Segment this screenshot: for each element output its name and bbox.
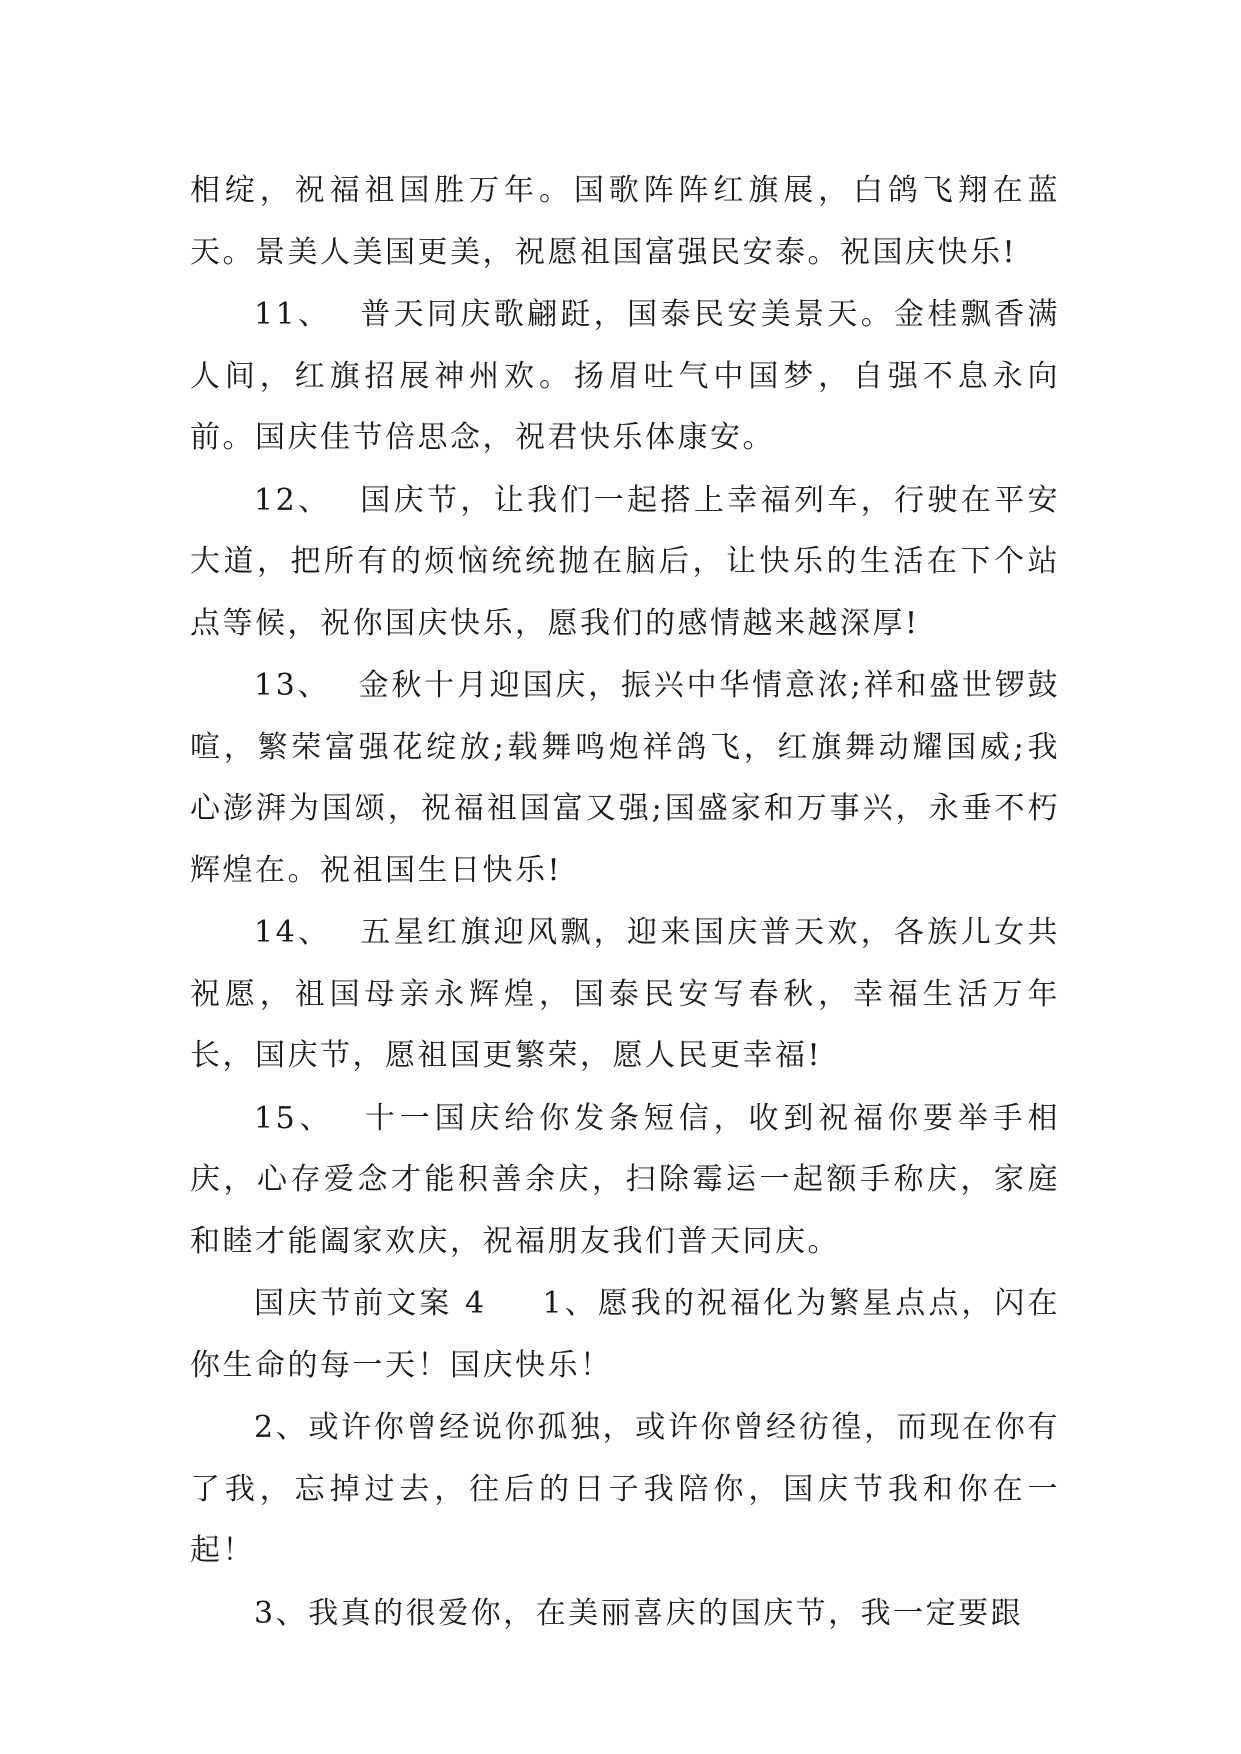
- paragraph-item-15: [190, 1088, 1060, 1273]
- paragraph-continuation: [190, 160, 1060, 283]
- paragraph-section-heading: [190, 1273, 1060, 1396]
- document-body: [190, 160, 1060, 1644]
- paragraph-text: 普天同庆歌翩跹，国泰民安美景天。金桂飘香满人间，红旗招展神州欢。扬眉吐气中国梦，自强不息永向前。国庆佳节倍思念，祝君快乐体康安。: [190, 297, 1060, 455]
- paragraph-item-3: [190, 1583, 1060, 1645]
- paragraph-text: 国庆节，让我们一起搭上幸福列车，行驶在平安大道，把所有的烦恼统统抛在脑后，让快乐的生活在下个站点等候，祝你国庆快乐，愿我们的感情越来越深厚!: [190, 482, 1060, 641]
- section-heading: 国庆节前文案 4: [254, 1286, 487, 1321]
- item-number: 13、: [254, 668, 331, 703]
- paragraph-item-14: [190, 902, 1060, 1087]
- paragraph-text: 五星红旗迎风飘，迎来国庆普天欢，各族儿女共祝愿，祖国母亲永辉煌，国泰民安写春秋，幸福生活万年长，国庆节，愿祖国更繁荣，愿人民更幸福!: [190, 915, 1060, 1073]
- paragraph-item-11: [190, 284, 1060, 469]
- paragraph-item-13: [190, 655, 1060, 901]
- item-number: 11、: [254, 297, 332, 332]
- item-number: 12、: [254, 482, 332, 518]
- item-number: 15、: [254, 1100, 335, 1136]
- item-number: 14、: [254, 915, 332, 950]
- paragraph-text: 相绽，祝福祖国胜万年。国歌阵阵红旗展，白鸽飞翔在蓝天。景美人美国更美，祝愿祖国富强民安泰。祝国庆快乐!: [190, 173, 1060, 270]
- paragraph-text: 2、或许你曾经说你孤独，或许你曾经彷徨，而现在你有了我，忘掉过去，往后的日子我陪你，国庆节我和你在一起！: [190, 1410, 1060, 1568]
- paragraph-item-2: [190, 1397, 1060, 1582]
- paragraph-item-12: [190, 470, 1060, 655]
- paragraph-text: 金秋十月迎国庆，振兴中华情意浓;祥和盛世锣鼓喧，繁荣富强花绽放;载舞鸣炮祥鸽飞，红旗舞动耀国威;我心澎湃为国颂，祝福祖国富又强;国盛家和万事兴，永垂不朽辉煌在。祝祖国生日快乐!: [190, 668, 1060, 888]
- paragraph-text: 十一国庆给你发条短信，收到祝福你要举手相庆，心存爱念才能积善余庆，扫除霉运一起额手称庆，家庭和睦才能阖家欢庆，祝福朋友我们普天同庆。: [190, 1100, 1060, 1259]
- paragraph-text: 3、我真的很爱你，在美丽喜庆的国庆节，我一定要跟: [254, 1595, 1024, 1631]
- paragraph-text: 1、愿我的祝福化为繁星点点，闪在你生命的每一天！国庆快乐！: [190, 1286, 1060, 1383]
